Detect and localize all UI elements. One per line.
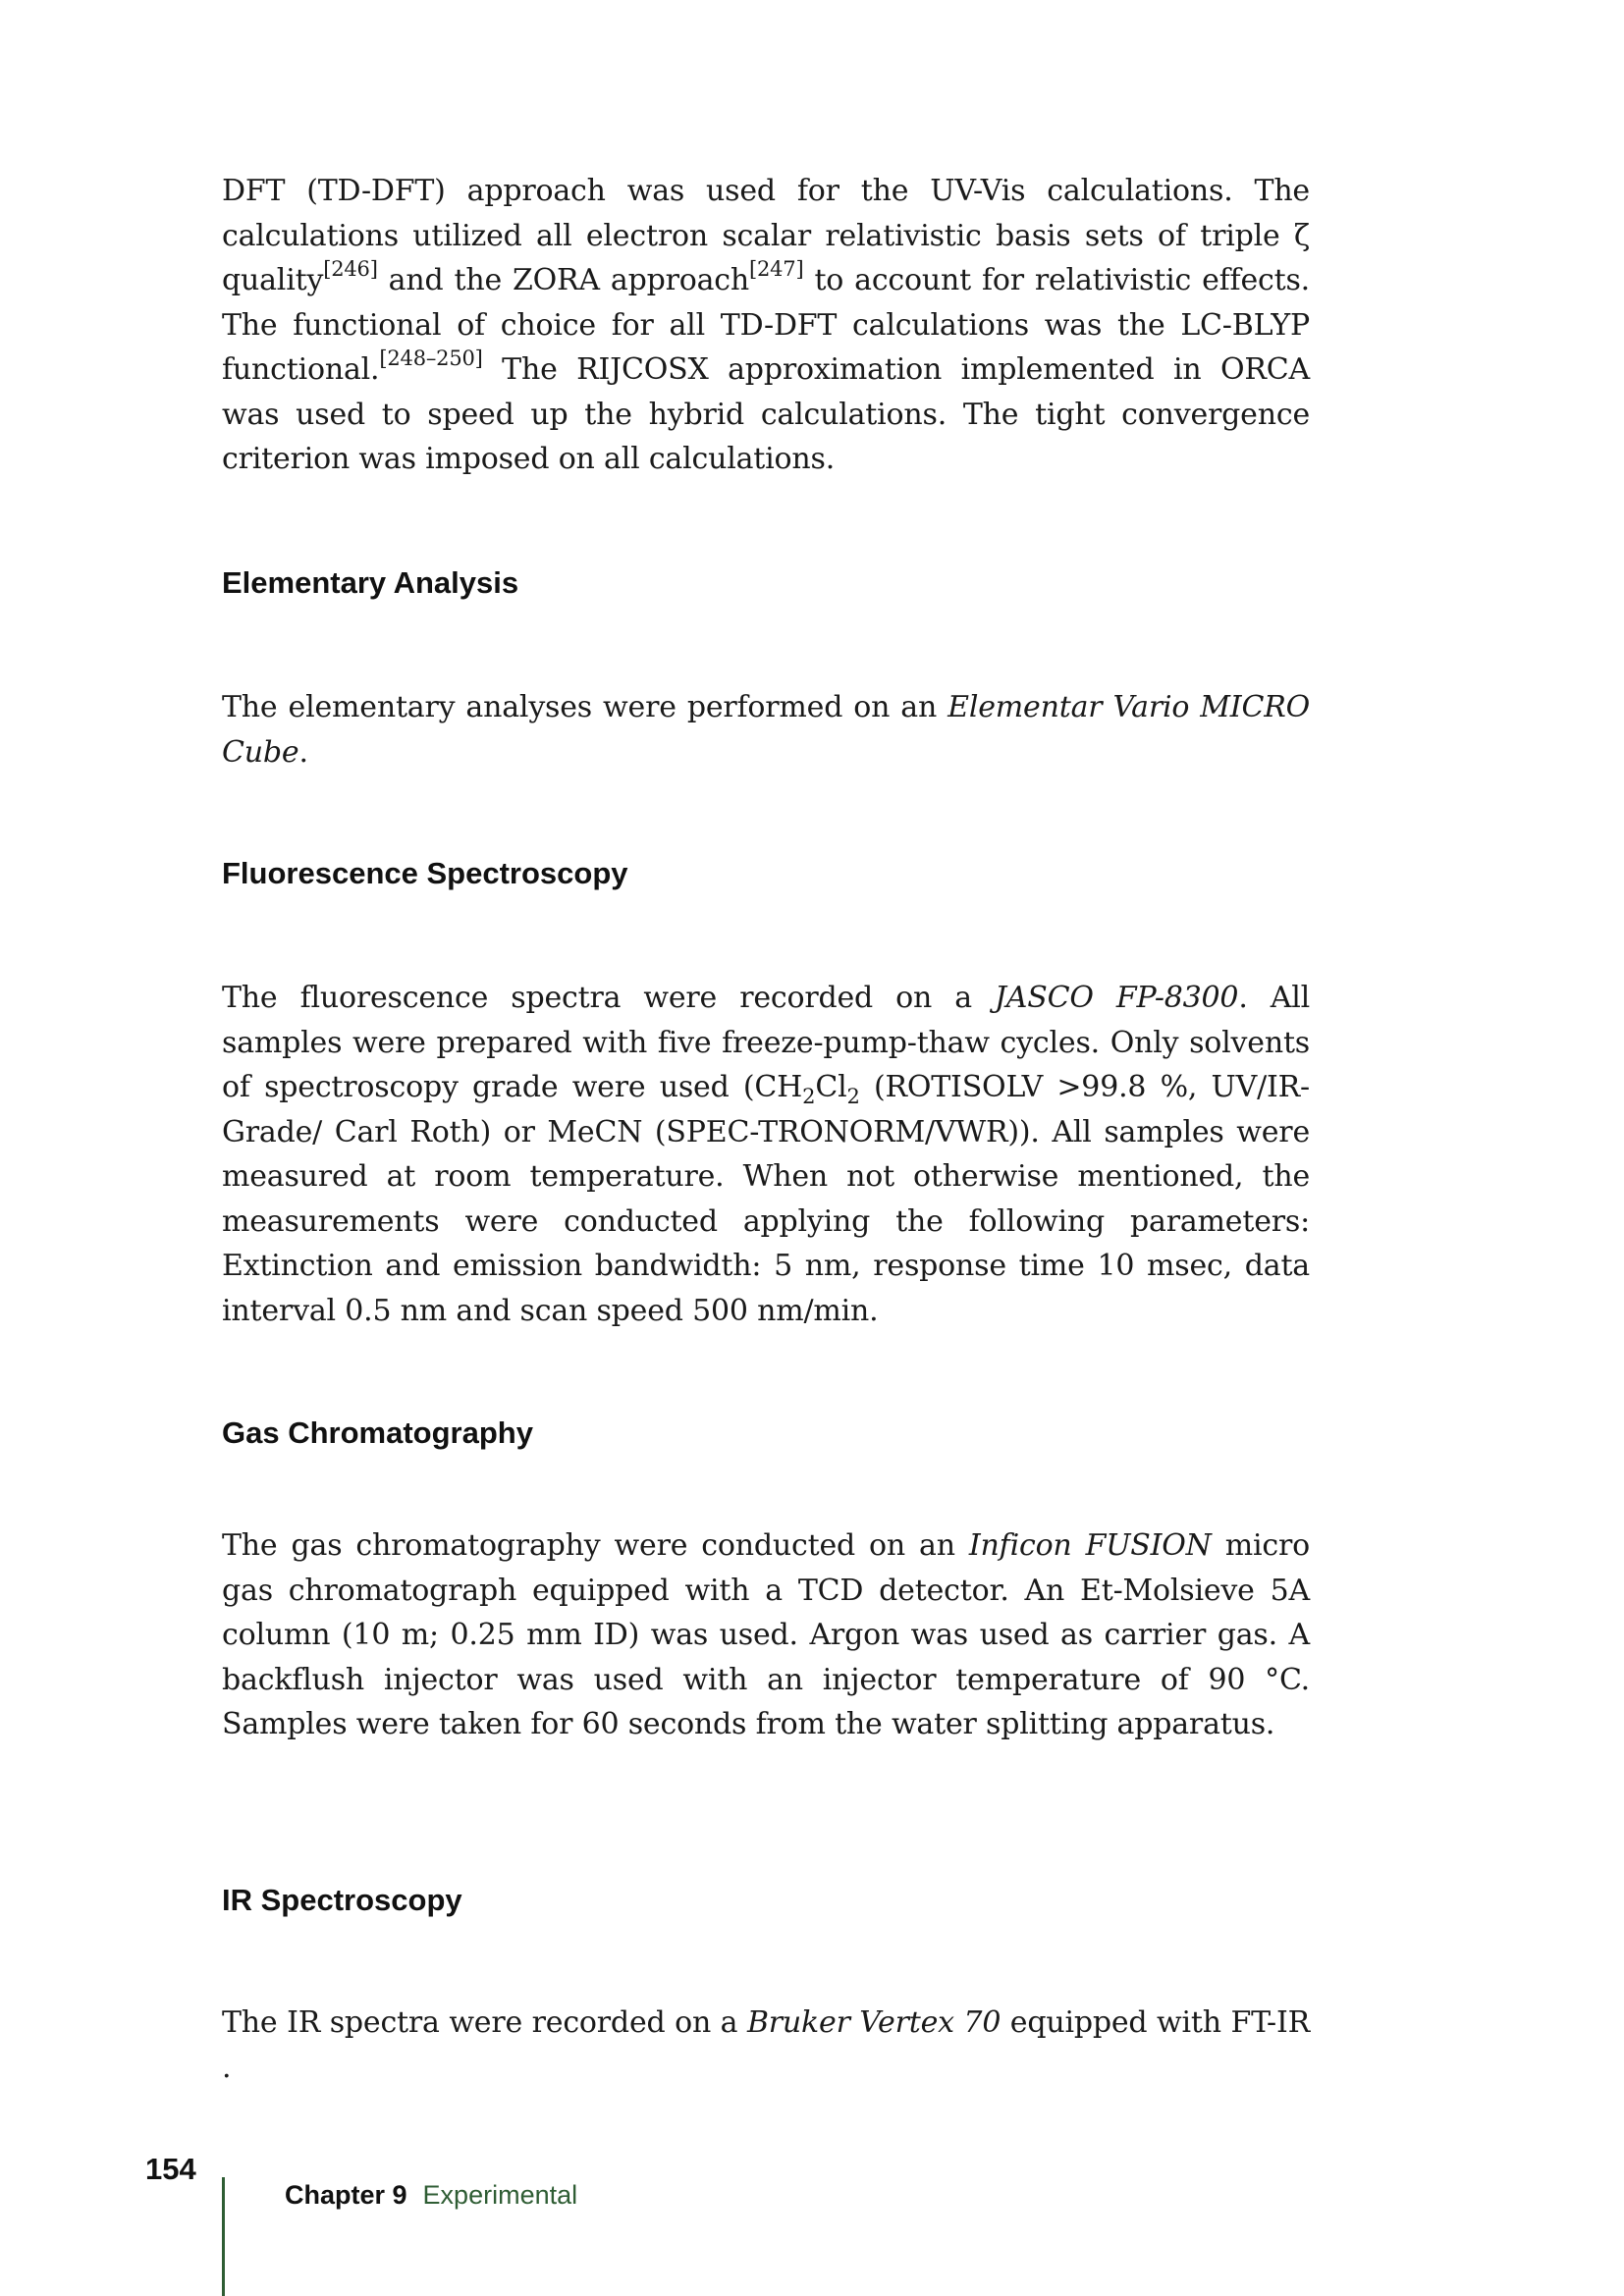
chapter-label: Chapter 9: [285, 2180, 407, 2210]
chapter-name: Experimental: [422, 2180, 578, 2210]
paragraph-text: to account for relativistic effects. The functional of choice for all TD-DFT calculations was the LC-BLYP functional.: [222, 263, 1310, 387]
section-heading-elementary-analysis: Elementary Analysis: [222, 565, 519, 600]
paragraph-elementary-analysis: [222, 685, 1310, 774]
paragraph-fluorescence: [222, 976, 1310, 1333]
instrument-name: Elementar Vario MICRO Cube: [222, 690, 1310, 770]
section-heading-gas-chromatography: Gas Chromatography: [222, 1415, 533, 1450]
page-number: 154: [145, 2152, 196, 2186]
paragraph-text: The fluorescence spectra were recorded on a: [222, 981, 995, 1015]
subscript: 2: [802, 1085, 816, 1108]
citation[interactable]: [246]: [323, 257, 378, 281]
paragraph-td-dft: [222, 169, 1310, 482]
paragraph-text: (ROTISOLV >99.8 %, UV/IR-Grade/ Carl Roth) or MeCN (SPEC-TRONORM/VWR)). All samples were measured at room temperature. When not otherwise mentioned, the measurements were conducted applying the following parameters: Extinction and emission bandwidth: 5 nm, response time 10 msec, data interval 0.5 nm and scan speed 500 nm/min.: [222, 1070, 1310, 1328]
paragraph-text: . All samples were prepared with five freeze-pump-thaw cycles. Only solvents of spectroscopy grade were used (CH: [222, 981, 1310, 1104]
paragraph-text: micro gas chromatograph equipped with a TCD detector. An Et-Molsieve 5A column (10 m; 0.25 mm ID) was used. Argon was used as carrier gas. A backflush injector was used with an injector temperature of 90 °C. Samples were taken for 60 seconds from the water splitting apparatus.: [222, 1528, 1310, 1741]
paragraph-gas-chromatography: [222, 1523, 1310, 1747]
paragraph-text: equipped with FT-IR .: [222, 2005, 1310, 2085]
paragraph-text: The gas chromatography were conducted on an: [222, 1528, 969, 1563]
paragraph-text: DFT (TD-DFT) approach was used for the UV-Vis calculations. The calculations utilized all electron scalar relativistic basis sets of triple ζ quality: [222, 174, 1310, 297]
paragraph-text: Cl: [815, 1070, 847, 1104]
paragraph-text: .: [298, 734, 308, 770]
paragraph-text: The IR spectra were recorded on a: [222, 2005, 747, 2040]
instrument-name: Inficon FUSION: [968, 1528, 1212, 1563]
instrument-name: JASCO FP-8300: [994, 981, 1239, 1015]
running-footer: [285, 2180, 577, 2211]
subscript: 2: [846, 1085, 860, 1108]
citation[interactable]: [247]: [748, 257, 804, 281]
paragraph-text: The RIJCOSX approximation implemented in ORCA was used to speed up the hybrid calculations. The tight convergence criterion was imposed on all calculations.: [222, 352, 1310, 476]
paragraph-text: and the ZORA approach: [377, 263, 749, 297]
section-heading-ir-spectroscopy: IR Spectroscopy: [222, 1883, 462, 1917]
paragraph-text: The elementary analyses were performed on an: [222, 690, 948, 724]
paragraph-ir-spectroscopy: [222, 2001, 1310, 2090]
section-heading-fluorescence: Fluorescence Spectroscopy: [222, 856, 628, 890]
citation[interactable]: [248–250]: [379, 347, 483, 370]
footer-divider: [222, 2177, 225, 2296]
instrument-name: Bruker Vertex 70: [746, 2005, 1001, 2040]
